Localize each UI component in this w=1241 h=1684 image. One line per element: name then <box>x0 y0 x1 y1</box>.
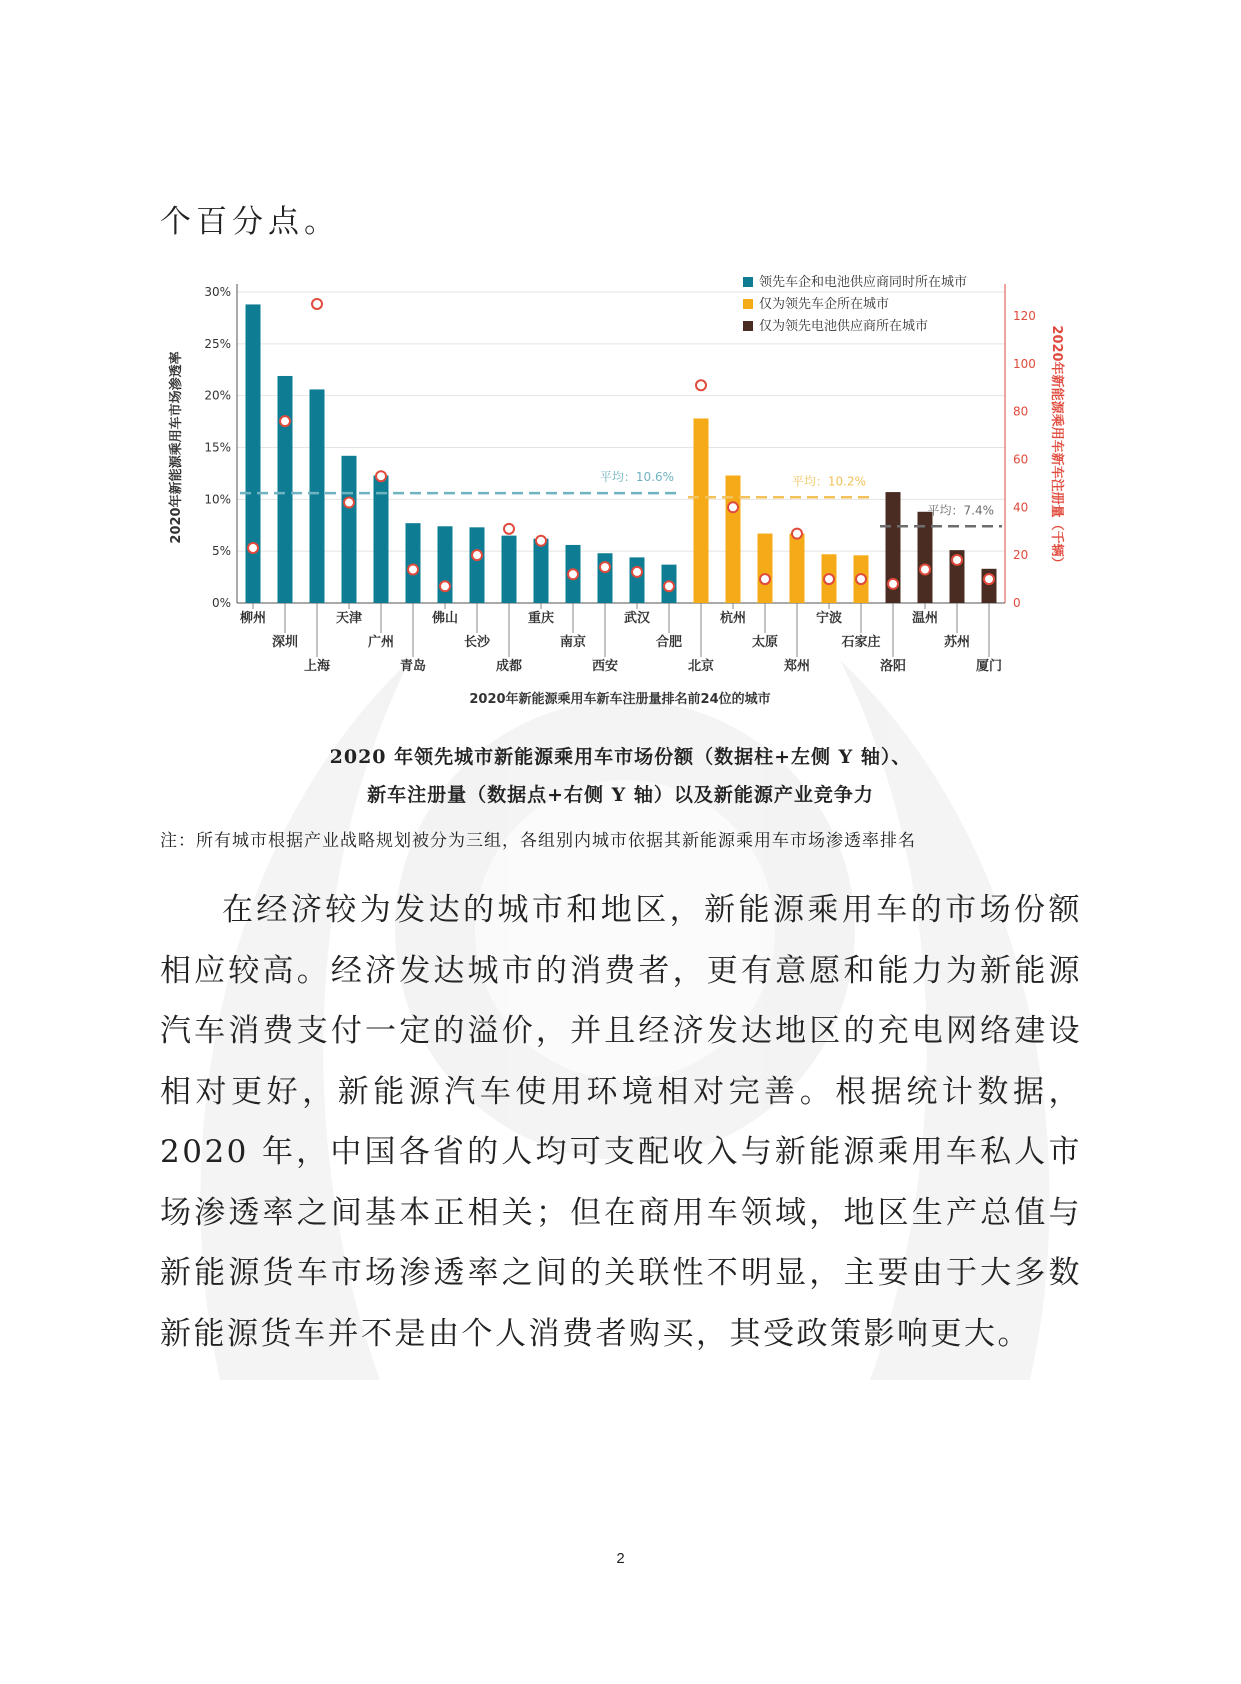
left-tick-label: 15% <box>204 440 231 455</box>
right-tick-label: 0 <box>1013 596 1021 610</box>
marker-柳州 <box>248 543 258 553</box>
bar-太原 <box>758 534 773 603</box>
marker-佛山 <box>440 581 450 591</box>
marker-洛阳 <box>888 579 898 589</box>
right-tick-label: 120 <box>1013 308 1036 323</box>
average-label: 平均：10.6% <box>599 470 674 485</box>
marker-青岛 <box>408 565 418 575</box>
left-tick-label: 30% <box>204 285 231 299</box>
category-label: 厦门 <box>975 659 1003 674</box>
average-label: 平均：7.4% <box>927 503 994 518</box>
marker-太原 <box>760 574 770 584</box>
marker-石家庄 <box>856 574 866 584</box>
bar-天津 <box>342 456 357 603</box>
bar-上海 <box>310 389 325 603</box>
category-label: 苏州 <box>943 635 971 650</box>
category-label: 成都 <box>495 659 523 674</box>
bar-青岛 <box>406 523 421 603</box>
bar-杭州 <box>726 475 741 603</box>
right-tick-label: 100 <box>1013 356 1036 371</box>
marker-上海 <box>312 299 322 309</box>
body-paragraph <box>160 880 1082 1364</box>
legend-label: 仅为领先车企所在城市 <box>759 297 890 312</box>
marker-深圳 <box>280 416 290 426</box>
category-label: 合肥 <box>655 635 683 650</box>
marker-厦门 <box>984 574 994 584</box>
category-label: 武汉 <box>623 611 651 626</box>
category-label: 洛阳 <box>879 659 907 674</box>
right-tick-label: 20 <box>1013 548 1029 563</box>
legend-swatch <box>743 277 753 287</box>
legend-label: 领先车企和电池供应商同时所在城市 <box>759 275 968 290</box>
figure-note: 注：所有城市根据产业战略规划被分为三组，各组别内城市依据其新能源乘用车市场渗透率排名 <box>160 831 916 851</box>
category-label: 太原 <box>751 635 779 650</box>
figure-caption-line2: 新车注册量（数据点+右侧 Y 轴）以及新能源产业竞争力 <box>367 784 874 806</box>
category-label: 杭州 <box>719 611 747 626</box>
marker-西安 <box>600 562 610 572</box>
average-label: 平均：10.2% <box>791 474 866 489</box>
bar-郑州 <box>790 534 805 603</box>
category-label: 温州 <box>911 611 939 626</box>
category-label: 上海 <box>303 659 331 674</box>
category-label: 北京 <box>687 659 715 674</box>
lead-text: 个百分点。 <box>160 204 340 240</box>
chart <box>160 272 1080 712</box>
right-tick-label: 40 <box>1013 500 1029 515</box>
bar-长沙 <box>470 527 485 603</box>
bar-广州 <box>374 475 389 603</box>
page-number: 2 <box>616 1550 625 1567</box>
right-tick-label: 80 <box>1013 404 1029 419</box>
y2-axis-title: 2020年新能源乘用车新车注册量（千辆） <box>1049 325 1064 570</box>
marker-武汉 <box>632 567 642 577</box>
category-label: 深圳 <box>271 635 299 650</box>
right-tick-label: 60 <box>1013 452 1029 467</box>
marker-合肥 <box>664 581 674 591</box>
left-tick-label: 25% <box>204 336 231 351</box>
category-label: 重庆 <box>527 611 555 626</box>
left-tick-label: 5% <box>211 544 231 559</box>
category-label: 南京 <box>559 635 587 650</box>
marker-杭州 <box>728 502 738 512</box>
bar-柳州 <box>246 304 261 603</box>
left-tick-label: 20% <box>204 388 231 403</box>
marker-天津 <box>344 498 354 508</box>
bar-北京 <box>694 418 709 603</box>
marker-南京 <box>568 569 578 579</box>
marker-广州 <box>376 471 386 481</box>
y-axis-title: 2020年新能源乘用车市场渗透率 <box>169 351 184 544</box>
category-label: 青岛 <box>399 659 427 674</box>
category-label: 长沙 <box>463 635 491 650</box>
marker-郑州 <box>792 529 802 539</box>
left-tick-label: 0% <box>211 596 231 610</box>
category-label: 佛山 <box>431 611 459 626</box>
bar-重庆 <box>534 539 549 603</box>
category-label: 天津 <box>335 611 363 626</box>
marker-长沙 <box>472 550 482 560</box>
legend-swatch <box>743 299 753 309</box>
bar-武汉 <box>630 557 645 603</box>
bar-深圳 <box>278 376 293 603</box>
marker-重庆 <box>536 536 546 546</box>
marker-苏州 <box>952 555 962 565</box>
legend-swatch <box>743 321 753 331</box>
category-label: 石家庄 <box>841 635 881 650</box>
marker-宁波 <box>824 574 834 584</box>
category-label: 柳州 <box>239 611 267 626</box>
x-axis-title: 2020年新能源乘用车新车注册量排名前24位的城市 <box>469 692 771 707</box>
category-label: 郑州 <box>783 659 811 674</box>
marker-北京 <box>696 380 706 390</box>
bar-成都 <box>502 536 517 603</box>
category-label: 广州 <box>367 635 395 650</box>
body-paragraph-text: 在经济较为发达的城市和地区，新能源乘用车的市场份额相应较高。经济发达城市的消费者，更有意愿和能力为新能源汽车消费支付一定的溢价，并且经济发达地区的充电网络建设相对更好，新能源汽车使用环境相对完善。根据统计数据，2020 年，中国各省的人均可支配收入与新能源乘用车私人市场渗透率之间基本正相关；但在商用车领域，地区生产总值与新能源货车市场渗透率之间的关联性不明显，主要由于大多数新能源货车并不是由个人消费者购买，其受政策影响更大。 <box>160 892 1082 1352</box>
marker-成都 <box>504 524 514 534</box>
bar-西安 <box>598 553 613 603</box>
figure-caption-line1: 2020 年领先城市新能源乘用车市场份额（数据柱+左侧 Y 轴）、 <box>329 746 912 768</box>
marker-温州 <box>920 565 930 575</box>
category-label: 西安 <box>591 659 619 674</box>
category-label: 宁波 <box>815 611 843 626</box>
legend-label: 仅为领先电池供应商所在城市 <box>759 319 929 334</box>
left-tick-label: 10% <box>204 492 231 507</box>
